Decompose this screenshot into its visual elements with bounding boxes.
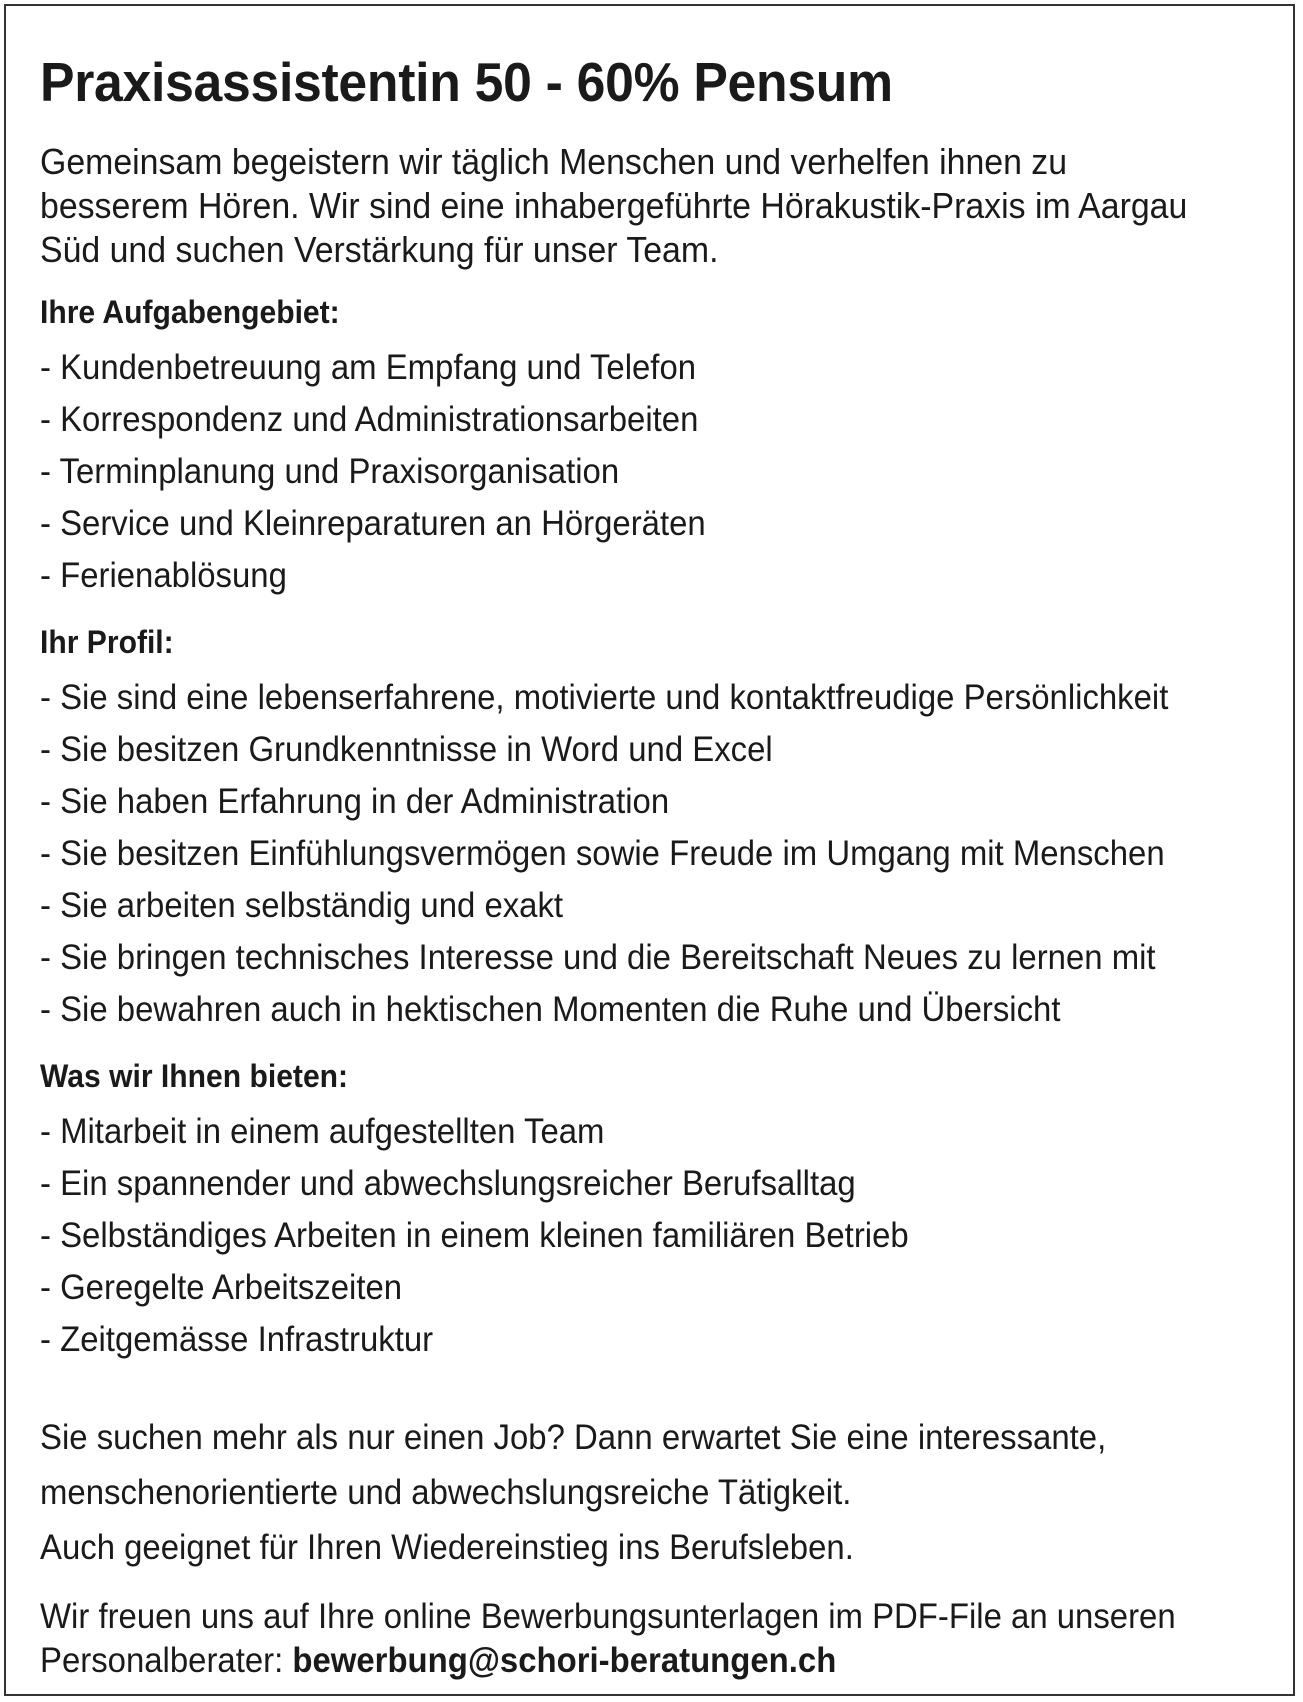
profile-list bbox=[40, 672, 1196, 1036]
list-item: - Selbständiges Arbeiten in einem kleinen familiären Betrieb bbox=[40, 1216, 909, 1255]
closing-text bbox=[40, 1410, 1196, 1575]
offer-heading: Was wir Ihnen bieten: bbox=[40, 1058, 349, 1094]
tasks-list bbox=[40, 342, 1196, 602]
tasks-heading: Ihre Aufgabengebiet: bbox=[40, 294, 340, 330]
list-item: - Sie besitzen Einfühlungsvermögen sowie Freude im Umgang mit Menschen bbox=[40, 834, 1165, 873]
closing-line: menschenorientierte und abwechslungsreiche Tätigkeit. bbox=[40, 1473, 852, 1512]
offer-list bbox=[40, 1106, 1196, 1366]
email-link[interactable]: bewerbung@schori-beratungen.ch bbox=[292, 1641, 837, 1680]
list-item: - Sie haben Erfahrung in der Administration bbox=[40, 782, 670, 821]
job-ad bbox=[40, 40, 1196, 1683]
list-item: - Ferienablösung bbox=[40, 556, 287, 595]
list-item: - Mitarbeit in einem aufgestellten Team bbox=[40, 1112, 605, 1151]
list-item: - Sie sind eine lebenserfahrene, motivierte und kontaktfreudige Persönlichkeit bbox=[40, 678, 1169, 717]
list-item: - Sie besitzen Grundkenntnisse in Word und Excel bbox=[40, 730, 773, 769]
list-item: - Service und Kleinreparaturen an Hörgeräten bbox=[40, 504, 706, 543]
list-item: - Korrespondenz und Administrationsarbeiten bbox=[40, 400, 699, 439]
list-item: - Sie bringen technisches Interesse und die Bereitschaft Neues zu lernen mit bbox=[40, 938, 1156, 977]
list-item: - Geregelte Arbeitszeiten bbox=[40, 1268, 403, 1307]
job-title: Praxisassistentin 50 - 60% Pensum bbox=[40, 51, 893, 113]
application-prefix: Personalberater: bbox=[40, 1641, 293, 1680]
list-item: - Ein spannender und abwechslungsreicher Berufsalltag bbox=[40, 1164, 856, 1203]
list-item: - Sie arbeiten selbständig und exakt bbox=[40, 886, 564, 925]
list-item: - Zeitgemässe Infrastruktur bbox=[40, 1320, 434, 1359]
closing-line: Auch geeignet für Ihren Wiedereinstieg ins Berufsleben. bbox=[40, 1528, 854, 1567]
list-item: - Sie bewahren auch in hektischen Momenten die Ruhe und Übersicht bbox=[40, 990, 1061, 1029]
application-text bbox=[40, 1595, 1196, 1683]
closing-line: Sie suchen mehr als nur einen Job? Dann erwartet Sie eine interessante, bbox=[40, 1418, 1107, 1457]
application-line bbox=[40, 1639, 1196, 1683]
profile-heading: Ihr Profil: bbox=[40, 624, 174, 660]
application-line: Wir freuen uns auf Ihre online Bewerbungsunterlagen im PDF-File an unseren bbox=[40, 1597, 1176, 1636]
list-item: - Terminplanung und Praxisorganisation bbox=[40, 452, 620, 491]
intro-text: Gemeinsam begeistern wir täglich Menschen und verhelfen ihnen zu besserem Hören. Wir sind eine inhabergeführte Hörakustik-Praxis im Aargau Süd und suchen Verstärkung für unser Team. bbox=[40, 141, 1188, 270]
list-item: - Kundenbetreuung am Empfang und Telefon bbox=[40, 348, 697, 387]
